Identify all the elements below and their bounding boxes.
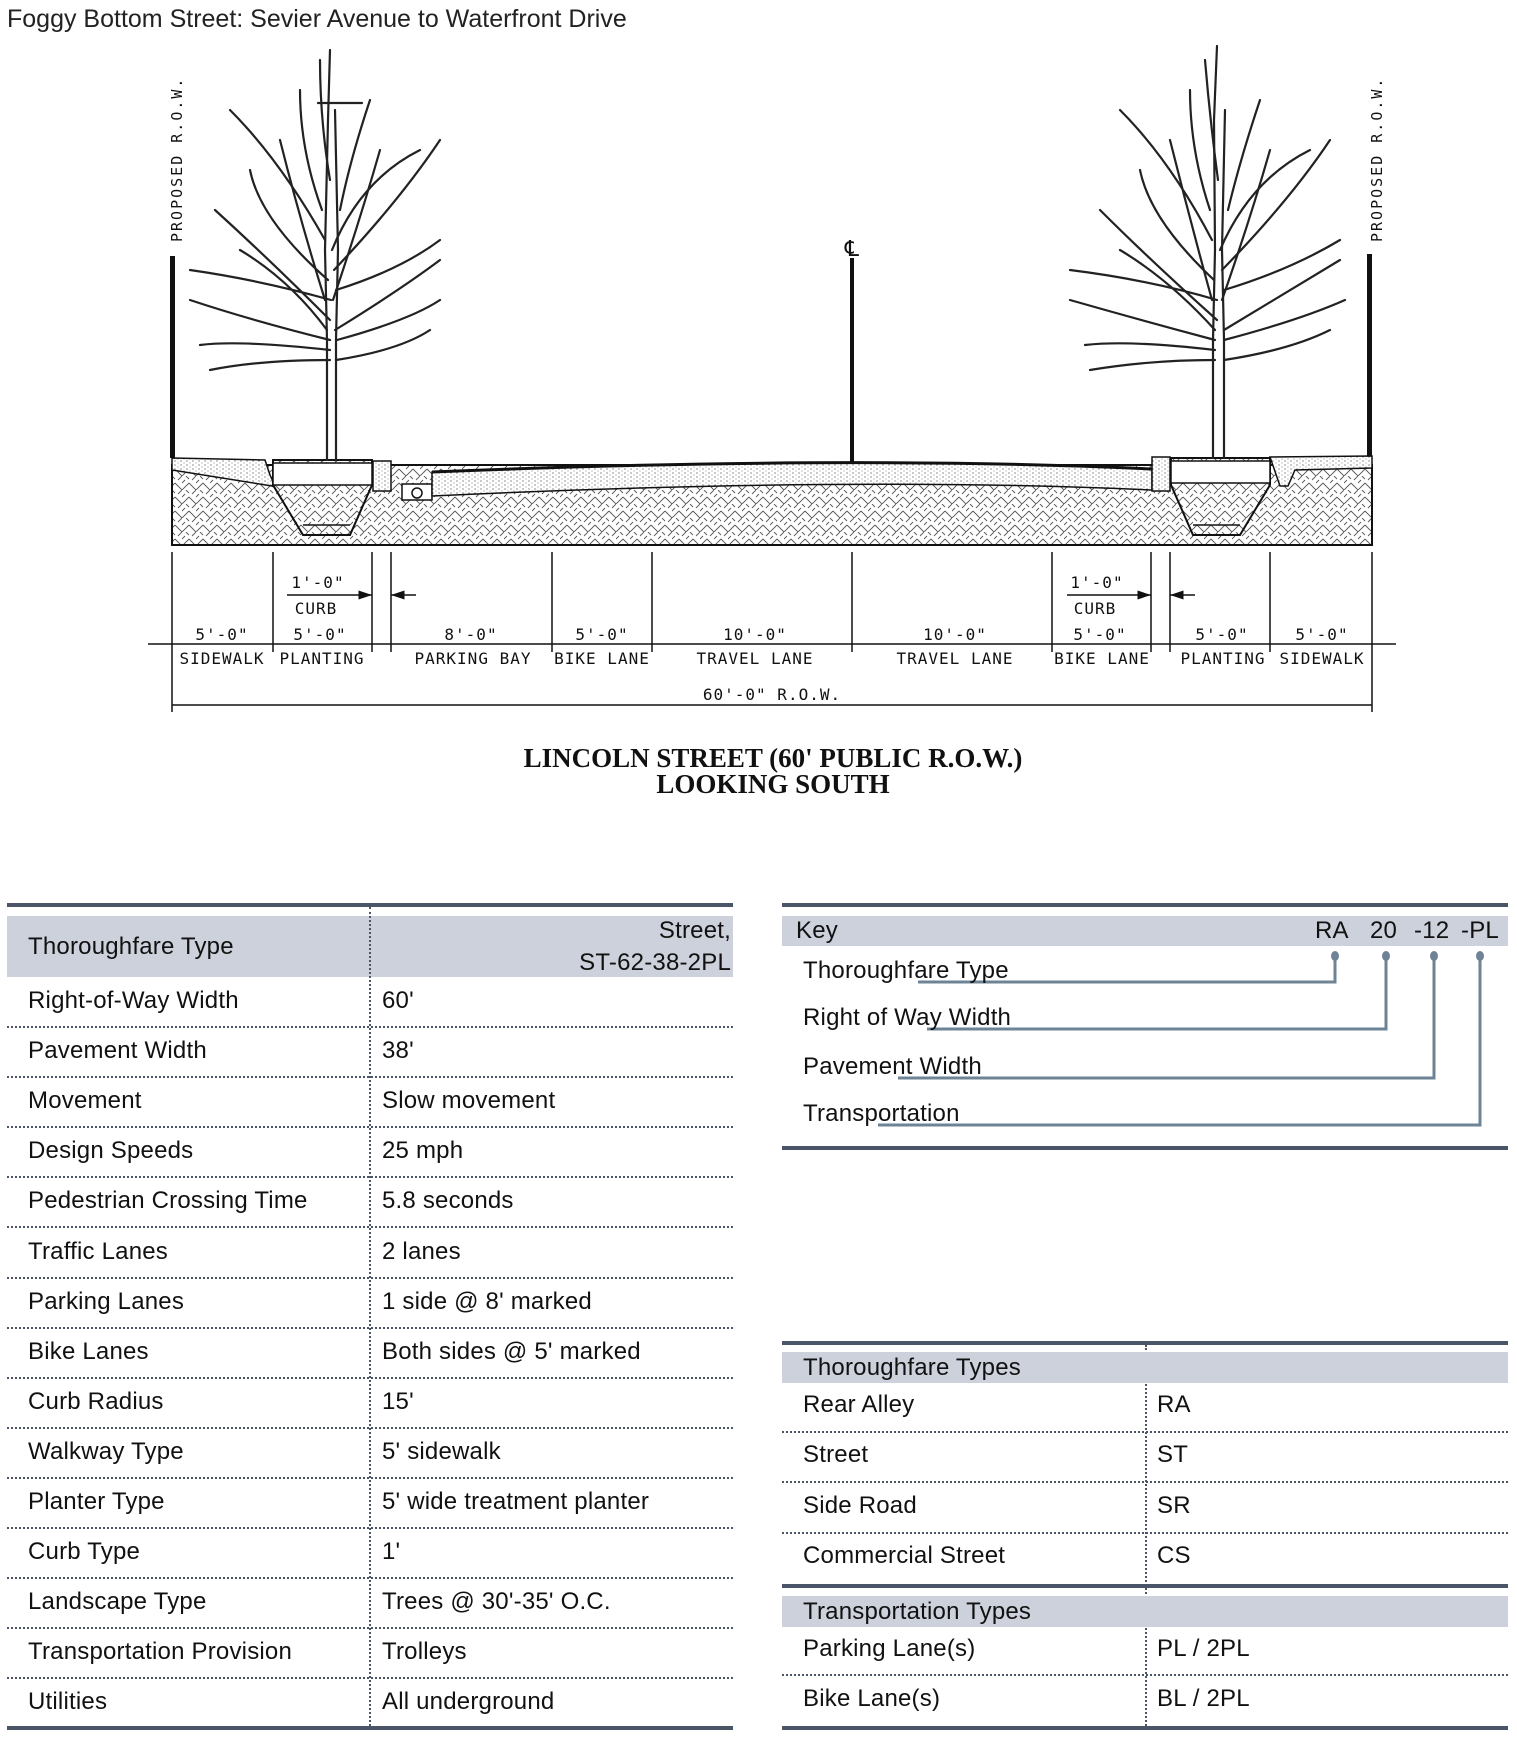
drawing-caption-line2: LOOKING SOUTH xyxy=(656,769,890,799)
segment-label: BIKE LANE xyxy=(554,649,650,668)
row-label: Rear Alley xyxy=(803,1391,915,1418)
row-label: Landscape Type xyxy=(28,1588,207,1616)
total-row-dim: 60'-0" R.O.W. xyxy=(702,685,842,704)
segment-label: PLANTING xyxy=(1180,649,1266,668)
segment-dim: 5'-0" xyxy=(293,625,347,644)
row-separator xyxy=(7,1026,733,1028)
row-value: BL / 2PL xyxy=(1157,1685,1250,1712)
row-value: 2 lanes xyxy=(382,1237,461,1265)
row-label: Street xyxy=(803,1441,869,1469)
types-column-divider xyxy=(1145,1345,1147,1726)
row-value: Both sides @ 5' marked xyxy=(382,1337,641,1365)
segment-dim: 5'-0" xyxy=(575,625,629,644)
row-value: PL / 2PL xyxy=(1157,1635,1250,1662)
row-separator xyxy=(782,1481,1508,1483)
row-separator xyxy=(7,1076,733,1078)
row-label: Bike Lanes xyxy=(28,1337,149,1365)
row-label: Walkway Type xyxy=(28,1437,184,1465)
row-separator xyxy=(7,1527,733,1529)
row-label: Right-of-Way Width xyxy=(28,987,239,1014)
header-label: Thoroughfare Type xyxy=(28,933,234,960)
curb-label-right: CURB xyxy=(1073,599,1117,618)
row-value: 25 mph xyxy=(382,1137,464,1165)
key-item: Thoroughfare Type xyxy=(803,957,1009,984)
row-separator xyxy=(7,1477,733,1479)
row-label: Parking Lanes xyxy=(28,1287,185,1315)
row-post-right xyxy=(1367,254,1372,458)
row-separator xyxy=(782,1532,1508,1534)
row-separator xyxy=(7,1427,733,1429)
curb-label-left: CURB xyxy=(294,599,338,618)
segment-label: BIKE LANE xyxy=(1054,649,1150,668)
header-value-line1: Street, xyxy=(658,917,731,944)
segment-dim: 10'-0" xyxy=(723,625,787,644)
segment-dim: 5'-0" xyxy=(1073,625,1127,644)
segment-dim: 10'-0" xyxy=(923,625,987,644)
tree-right-icon xyxy=(1070,46,1345,458)
leader-dot xyxy=(1331,951,1339,961)
row-separator xyxy=(7,1377,733,1379)
row-label: Planter Type xyxy=(28,1488,165,1515)
row-value: ST xyxy=(1157,1441,1189,1469)
segment-dim: 8'-0" xyxy=(444,625,498,644)
row-label: Side Road xyxy=(803,1491,917,1519)
key-code-pavement: -12 xyxy=(1414,917,1450,944)
segment-dim: 5'-0" xyxy=(1295,625,1349,644)
key-item: Right of Way Width xyxy=(803,1004,1012,1031)
row-label: Parking Lane(s) xyxy=(803,1635,976,1662)
segment-label: SIDEWALK xyxy=(1279,649,1365,668)
column-divider xyxy=(369,907,371,1730)
row-value: 38' xyxy=(382,1037,414,1065)
key-code-thoroughfare: RA xyxy=(1315,917,1349,944)
row-separator xyxy=(7,1176,733,1178)
row-value: 15' xyxy=(382,1387,414,1415)
segment-label: TRAVEL LANE xyxy=(896,649,1014,668)
row-value: 5' sidewalk xyxy=(382,1437,501,1465)
thoroughfare-types-header: Thoroughfare Types xyxy=(803,1354,1021,1381)
row-value: 60' xyxy=(382,987,414,1014)
row-value: 1 side @ 8' marked xyxy=(382,1287,592,1315)
row-label: Curb Type xyxy=(28,1538,141,1566)
header-value-line2: ST-62-38-2PL xyxy=(579,949,731,976)
row-label: Transportation Provision xyxy=(28,1638,293,1666)
drawing-caption-line1: LINCOLN STREET (60' PUBLIC R.O.W.) xyxy=(523,743,1023,773)
row-value: Trees @ 30'-35' O.C. xyxy=(382,1588,611,1616)
row-value: Slow movement xyxy=(382,1087,556,1115)
row-label: Design Speeds xyxy=(28,1137,194,1165)
row-separator xyxy=(7,1577,733,1579)
row-value: 5.8 seconds xyxy=(382,1187,514,1215)
segment-label: TRAVEL LANE xyxy=(696,649,814,668)
row-post-left xyxy=(170,256,175,458)
segment-label: SIDEWALK xyxy=(179,649,265,668)
key-code-transportation: -PL xyxy=(1461,917,1499,944)
row-separator xyxy=(7,1126,733,1128)
key-top-rule xyxy=(782,903,1508,907)
row-value: Trolleys xyxy=(382,1638,467,1666)
segment-dim: 5'-0" xyxy=(195,625,249,644)
types-mid-rule xyxy=(782,1584,1508,1588)
row-label: Pavement Width xyxy=(28,1037,207,1065)
key-title: Key xyxy=(796,917,838,944)
row-value: CS xyxy=(1157,1541,1191,1569)
row-label: Bike Lane(s) xyxy=(803,1685,941,1712)
segment-label: PLANTING xyxy=(279,649,365,668)
row-separator xyxy=(7,1327,733,1329)
key-code-row-width: 20 xyxy=(1370,917,1398,944)
leader-dot xyxy=(1476,951,1484,961)
transportation-types-header: Transportation Types xyxy=(803,1598,1032,1625)
centerline-post xyxy=(850,258,854,466)
curb-dim-right: 1'-0" xyxy=(1070,573,1124,592)
types-bottom-rule xyxy=(782,1726,1508,1730)
row-separator xyxy=(7,1677,733,1679)
row-label: Movement xyxy=(28,1087,142,1115)
table-bottom-rule xyxy=(7,1726,733,1730)
row-label: Curb Radius xyxy=(28,1387,164,1415)
row-separator xyxy=(7,1226,733,1228)
key-header-band xyxy=(782,916,1508,946)
row-label-left: PROPOSED R.O.W. xyxy=(168,76,186,242)
leader-dot xyxy=(1382,951,1390,961)
row-separator xyxy=(7,1627,733,1629)
row-value: RA xyxy=(1157,1391,1191,1418)
key-item: Pavement Width xyxy=(803,1053,982,1080)
leader-dot xyxy=(1430,951,1438,961)
row-label: Commercial Street xyxy=(803,1541,1006,1569)
row-label: Traffic Lanes xyxy=(28,1237,169,1265)
key-bottom-rule xyxy=(782,1146,1508,1150)
tree-left-icon xyxy=(190,50,440,460)
centerline-symbol: ℄ xyxy=(844,237,860,262)
row-value: 1' xyxy=(382,1538,401,1566)
ground-section xyxy=(172,456,1372,545)
row-label: Utilities xyxy=(28,1688,108,1716)
row-label: Pedestrian Crossing Time xyxy=(28,1187,308,1215)
row-value: SR xyxy=(1157,1491,1191,1519)
row-separator xyxy=(782,1431,1508,1433)
row-value: 5' wide treatment planter xyxy=(382,1488,650,1515)
segment-label: PARKING BAY xyxy=(414,649,532,668)
curb-dim-left: 1'-0" xyxy=(291,573,345,592)
row-separator xyxy=(782,1674,1508,1676)
street-section-drawing xyxy=(0,0,1517,800)
segment-dim: 5'-0" xyxy=(1195,625,1249,644)
page-title: Foggy Bottom Street: Sevier Avenue to Waterfront Drive xyxy=(7,5,627,33)
row-value: All underground xyxy=(382,1688,555,1716)
key-item: Transportation xyxy=(803,1100,960,1127)
row-label-right: PROPOSED R.O.W. xyxy=(1368,76,1386,242)
row-separator xyxy=(7,1277,733,1279)
